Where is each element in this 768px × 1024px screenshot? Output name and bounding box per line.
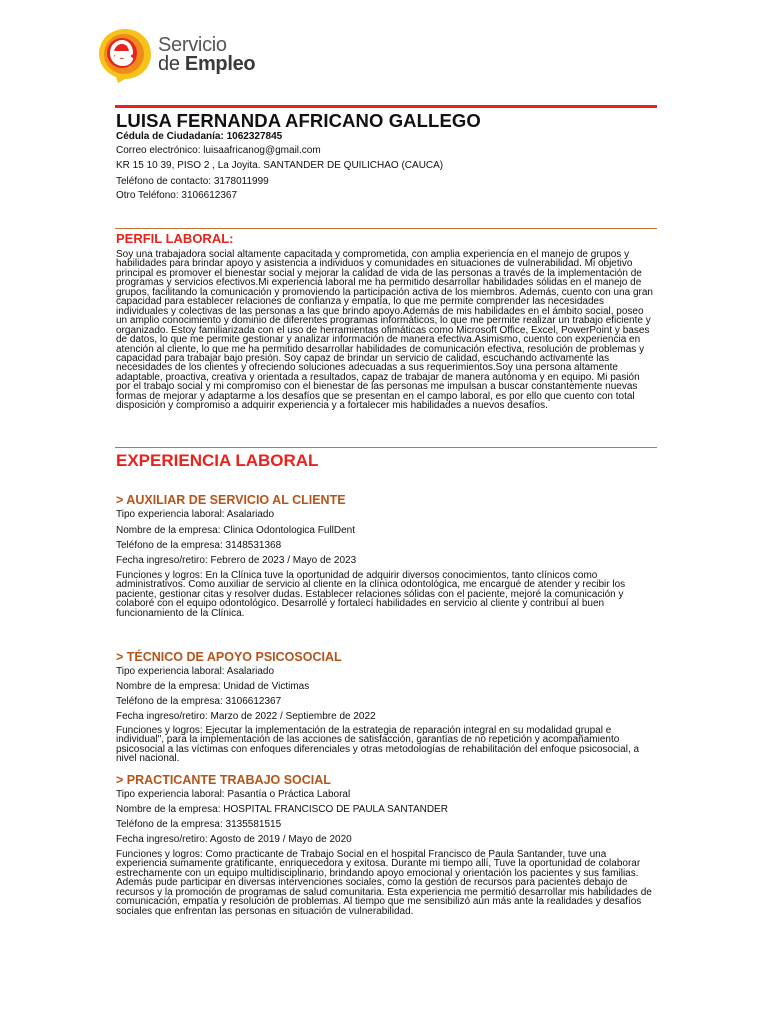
job-type: Tipo experiencia laboral: Asalariado bbox=[116, 509, 275, 520]
logo-line-2-prefix: de bbox=[158, 53, 185, 75]
job-company: Nombre de la empresa: HOSPITAL FRANCISCO DE PAULA SANTANDER bbox=[116, 804, 448, 815]
other-phone-line: Otro Teléfono: 3106612367 bbox=[116, 190, 238, 201]
cedula-line bbox=[116, 131, 282, 142]
job-functions: Funciones y logros: Como practicante de Trabajo Social en el hospital Francisco de Paula Santander, tuve una experiencia sumamente gratificante, enriquecedora y exitosa. Durante mi tiempo allí, Tuve la oportunidad de colaborar estrechamente con un equipo multidisciplinario, brindando apoyo emocional y orientación los pacientes y sus familias. Además pude participar en diversas intervenciones sociales, como la gestión de recursos para pacientes debajo de recursos y la promoción de programas de salud comunitaria. Esta experiencia me permitió desarrollar mis habilidades de comunicación, empatía y resolución de problemas. Al tiempo que me sensibilizó aún más ante la realidades y desafíos sociales que enfrentan las personas en situación de vulnerabilidad. bbox=[116, 849, 652, 917]
job-functions: Funciones y logros: En la Clínica tuve la oportunidad de adquirir diversos conocimientos, tanto clínicos como administrativos. Como auxiliar de servicio al cliente en la clínica odontológica, me encargué de atender y recibir los paciente, gestionar citas y resolver dudas. Establecer relaciones sólidas con el paciente, mejoré la comunicación y colaboré con el equipo odontológico. Desarrollé y fortalecí habilidades en servicio al cliente y contribuí al buen funcionamiento de la Clínica. bbox=[116, 570, 626, 619]
job-phone: Teléfono de la empresa: 3148531368 bbox=[116, 540, 282, 551]
job-type: Tipo experiencia laboral: Asalariado bbox=[116, 666, 275, 677]
job-phone: Teléfono de la empresa: 3106612367 bbox=[116, 696, 282, 707]
experience-divider bbox=[115, 447, 657, 448]
experience-heading: EXPERIENCIA LABORAL bbox=[116, 451, 319, 470]
job-title: > PRACTICANTE TRABAJO SOCIAL bbox=[116, 773, 331, 787]
logo-line-2-bold: Empleo bbox=[184, 53, 256, 75]
job-company: Nombre de la empresa: Unidad de Victimas bbox=[116, 681, 310, 692]
cedula-label: Cédula de Ciudadanía: bbox=[116, 131, 227, 142]
logo-line-1: Servicio bbox=[158, 34, 227, 56]
job-title: > AUXILIAR DE SERVICIO AL CLIENTE bbox=[116, 493, 346, 507]
job-company: Nombre de la empresa: Clinica Odontologica FullDent bbox=[116, 525, 356, 536]
job-phone: Teléfono de la empresa: 3135581515 bbox=[116, 819, 282, 830]
logo-wordmark bbox=[158, 36, 255, 74]
phone-line: Teléfono de contacto: 3178011999 bbox=[116, 176, 269, 187]
logo-line-2 bbox=[158, 55, 255, 74]
logo-e-icon bbox=[96, 26, 154, 84]
job-type: Tipo experiencia laboral: Pasantía o Práctica Laboral bbox=[116, 789, 351, 800]
job-functions: Funciones y logros: Ejecutar la implementación de la estrategia de reparación integral en su modalidad grupal e individual", para la implementación de las acciones de satisfacción, garantías de no repetición y acompañamiento psicosocial a las víctimas con enfoques diferenciales y otras metodologías de rehabilitación del enfoque psicosocial, a nivel nacional. bbox=[116, 725, 640, 765]
profile-divider bbox=[115, 228, 657, 229]
email-line: Correo electrónico: luisaafricanog@gmail.com bbox=[116, 145, 321, 156]
address-line: KR 15 10 39, PISO 2 , La Joyita. SANTANDER DE QUILICHAO (CAUCA) bbox=[116, 160, 444, 171]
header-divider bbox=[115, 105, 657, 108]
servicio-de-empleo-logo bbox=[96, 24, 266, 88]
job-title: > TÉCNICO DE APOYO PSICOSOCIAL bbox=[116, 650, 342, 664]
cedula-value: 1062327845 bbox=[226, 131, 283, 142]
job-dates: Fecha ingreso/retiro: Agosto de 2019 / Mayo de 2020 bbox=[116, 834, 352, 845]
candidate-name: LUISA FERNANDA AFRICANO GALLEGO bbox=[116, 110, 481, 131]
job-dates: Fecha ingreso/retiro: Febrero de 2023 / Mayo de 2023 bbox=[116, 555, 357, 566]
profile-heading: PERFIL LABORAL: bbox=[116, 231, 234, 246]
job-dates: Fecha ingreso/retiro: Marzo de 2022 / Septiembre de 2022 bbox=[116, 711, 376, 722]
profile-text: Soy una trabajadora social altamente capacitada y comprometida, con amplia experiencia en el manejo de grupos y habilidades para brindar apoyo y asistencia a individuos y comunidades en situaciones de vulnerabilidad. Mi objetivo principal es promover el bienestar social y mejorar la calidad de vida de las personas a través de la implementación de programas y servicios efectivos.Mi experiencia laboral me ha permitido desarrollar habilidades sólidas en el manejo de grupos, facilitando la comunicación y promoviendo la participación activa de los miembros. Además, cuento con una gran capacidad para establecer relaciones de confianza y empatía, lo que me permite comprender las necesidades individuales y colectivas de las personas a las que brindo apoyo.Además de mis habilidades en el ámbito social, poseo un amplio conocimiento y dominio de diferentes programas informáticos, lo que me permite realizar un trabajo eficiente y organizado. Estoy familiarizada con el uso de herramientas ofimáticas como Microsoft Office, Excel, PowerPoint y bases de datos, lo que me permite gestionar y analizar información de manera efectiva.Asimismo, cuento con experiencia en atención al cliente, lo que me ha permitido desarrollar habilidades de comunicación efectiva, resolución de problemas y capacidad para trabajar bajo presión. Soy capaz de brindar un servicio de calidad, escuchando activamente las necesidades de los clientes y ofreciendo soluciones adecuadas a sus requerimientos.Soy una persona altamente adaptable, proactiva, creativa y orientada a resultados, capaz de trabajar de manera autónoma y en equipo. Mi pasión por el trabajo social y mi compromiso con el bienestar de las personas me impulsan a buscar constantemente nuevas formas de mejorar y adaptarme a los desafíos que se presentan en el campo laboral, es por ello que cuento con total disposición y compromiso a adquirir experiencia y a fortalecer mis habilidades a nuevos desafíos. bbox=[116, 249, 653, 412]
